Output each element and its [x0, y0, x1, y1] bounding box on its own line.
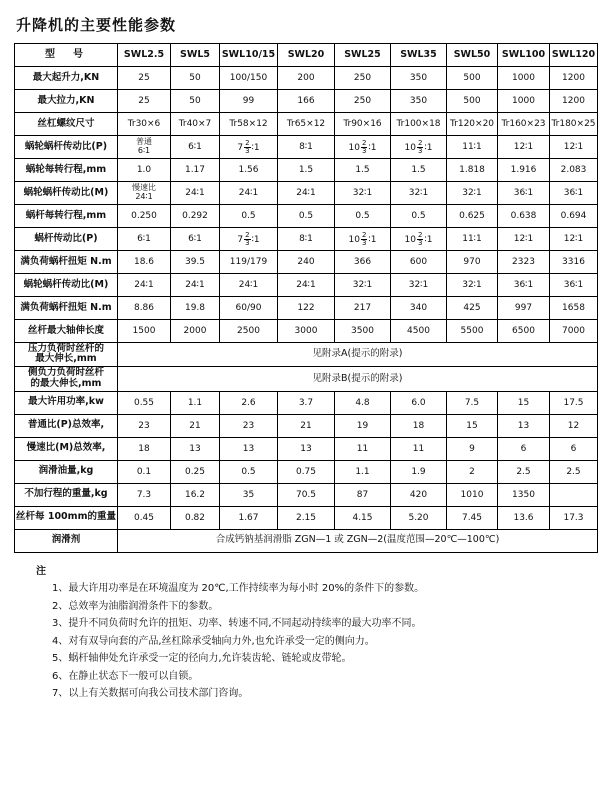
row-label: 普通比(P)总效率,: [15, 414, 118, 437]
table-cell: 1000: [498, 90, 550, 113]
table-cell: 24∶1: [171, 182, 220, 205]
table-cell: 17.3: [550, 506, 598, 529]
note-item: 3、提升不同负荷时允许的扭矩、功率、转速不同,不同起动持续率的最大功率不同。: [52, 618, 422, 630]
table-cell: 7.3: [118, 483, 171, 506]
table-cell: 0.55: [118, 391, 171, 414]
table-cell: 13: [220, 437, 278, 460]
column-header: SWL5: [171, 44, 220, 67]
table-cell: 1200: [550, 67, 598, 90]
table-row: [15, 391, 598, 414]
note-item: 2、总效率为油脂润滑条件下的参数。: [52, 600, 219, 612]
table-cell: 340: [391, 297, 447, 320]
table-cell: 7 $\frac{2}{3}$ ∶1: [220, 136, 278, 159]
notes-label: 注: [36, 565, 46, 577]
appendix-a-note: 见附录A(提示的附录): [118, 343, 598, 367]
table-cell: 970: [447, 251, 498, 274]
table-row: [15, 159, 598, 182]
table-cell: 24∶1: [220, 274, 278, 297]
page-title: 升降机的主要性能参数: [16, 16, 177, 34]
table-body: [15, 44, 598, 553]
row-label: 丝杆每 100mm的重量: [15, 506, 118, 529]
table-cell: 10 $\frac{2}{3}$ ∶1: [391, 136, 447, 159]
table-cell: 12: [550, 414, 598, 437]
table-row: [15, 251, 598, 274]
table-cell: 200: [278, 67, 335, 90]
table-cell: 6: [550, 437, 598, 460]
column-header: SWL50: [447, 44, 498, 67]
table-row: [15, 483, 598, 506]
row-label: 慢速比(M)总效率,: [15, 437, 118, 460]
table-row: [15, 343, 598, 367]
note-item: 4、对有双导向套的产品,丝杠除承受轴向力外,也允许承受一定的侧向力。: [52, 635, 375, 647]
table-cell: Tr100×18: [391, 113, 447, 136]
table-cell: 420: [391, 483, 447, 506]
table-cell: 7.5: [447, 391, 498, 414]
table-cell: 18.6: [118, 251, 171, 274]
table-cell: 6.0: [391, 391, 447, 414]
table-cell: 2500: [220, 320, 278, 343]
table-row: [15, 297, 598, 320]
table-row: [15, 506, 598, 529]
table-row: [15, 228, 598, 251]
table-cell: 2.083: [550, 159, 598, 182]
table-cell: 60/90: [220, 297, 278, 320]
table-cell: 1350: [498, 483, 550, 506]
table-cell: 10 $\frac{2}{3}$ ∶1: [391, 228, 447, 251]
table-cell: 12∶1: [550, 228, 598, 251]
table-cell: 24∶1: [171, 274, 220, 297]
table-cell: Tr180×25: [550, 113, 598, 136]
table-row: [15, 67, 598, 90]
table-cell: 5.20: [391, 506, 447, 529]
table-cell: 17.5: [550, 391, 598, 414]
table-cell: 0.292: [171, 205, 220, 228]
table-cell: 50: [171, 67, 220, 90]
table-cell: 8.86: [118, 297, 171, 320]
table-row: [15, 367, 598, 391]
table-cell: 3500: [335, 320, 391, 343]
table-cell: 13: [278, 437, 335, 460]
table-row: [15, 414, 598, 437]
table-cell: 6∶1: [171, 228, 220, 251]
table-cell: Tr58×12: [220, 113, 278, 136]
table-cell: 24∶1: [278, 274, 335, 297]
table-cell: 1658: [550, 297, 598, 320]
table-cell: 0.5: [335, 205, 391, 228]
specification-table: [14, 43, 598, 553]
table-cell: 36∶1: [498, 182, 550, 205]
table-cell: 32∶1: [447, 182, 498, 205]
table-cell: 35: [220, 483, 278, 506]
table-cell: 18: [391, 414, 447, 437]
table-cell: 425: [447, 297, 498, 320]
table-cell: 0.25: [171, 460, 220, 483]
table-cell: 1000: [498, 67, 550, 90]
table-cell: Tr40×7: [171, 113, 220, 136]
table-cell: 普通 6∶1: [118, 136, 171, 159]
column-header: SWL25: [335, 44, 391, 67]
table-cell: 2.5: [498, 460, 550, 483]
table-cell: 997: [498, 297, 550, 320]
table-cell: 0.5: [220, 460, 278, 483]
table-cell: 1.1: [171, 391, 220, 414]
table-cell: 166: [278, 90, 335, 113]
table-cell: 2: [447, 460, 498, 483]
table-cell: 32∶1: [335, 182, 391, 205]
table-cell: 0.5: [278, 205, 335, 228]
table-cell: 2.15: [278, 506, 335, 529]
table-row: [15, 437, 598, 460]
row-label: 蜗轮每转行程,mm: [15, 159, 118, 182]
table-cell: 1.67: [220, 506, 278, 529]
table-cell: Tr160×23: [498, 113, 550, 136]
table-row: [15, 113, 598, 136]
table-cell: 1.17: [171, 159, 220, 182]
table-cell: 13: [498, 414, 550, 437]
table-cell: 4500: [391, 320, 447, 343]
table-cell: 1.56: [220, 159, 278, 182]
table-cell: 1.0: [118, 159, 171, 182]
table-cell: 240: [278, 251, 335, 274]
table-cell: 500: [447, 67, 498, 90]
table-cell: 0.638: [498, 205, 550, 228]
table-cell: 6∶1: [118, 228, 171, 251]
column-header: SWL35: [391, 44, 447, 67]
table-cell: 1200: [550, 90, 598, 113]
row-label: 蜗杆每转行程,mm: [15, 205, 118, 228]
table-cell: 13: [171, 437, 220, 460]
table-cell: 350: [391, 90, 447, 113]
column-header: SWL120: [550, 44, 598, 67]
table-cell: 12∶1: [550, 136, 598, 159]
table-cell: 2.6: [220, 391, 278, 414]
column-header: SWL10/15: [220, 44, 278, 67]
table-cell: 24∶1: [278, 182, 335, 205]
table-cell: 15: [498, 391, 550, 414]
table-cell: 6∶1: [171, 136, 220, 159]
table-row: [15, 205, 598, 228]
table-cell: 21: [278, 414, 335, 437]
table-cell: 100/150: [220, 67, 278, 90]
notes-list: [14, 580, 597, 703]
table-cell: 1.5: [335, 159, 391, 182]
table-cell: 87: [335, 483, 391, 506]
table-cell: 4.8: [335, 391, 391, 414]
table-cell: 8∶1: [278, 228, 335, 251]
table-cell: 0.694: [550, 205, 598, 228]
table-cell: 15: [447, 414, 498, 437]
row-label: 润滑剂: [15, 529, 118, 552]
table-cell: 0.82: [171, 506, 220, 529]
table-cell: 24∶1: [118, 274, 171, 297]
appendix-b-note: 见附录B(提示的附录): [118, 367, 598, 391]
table-cell: 1.5: [391, 159, 447, 182]
note-item: 5、蜗杆轴伸处允许承受一定的径向力,允许装齿轮、链轮或皮带轮。: [52, 653, 352, 665]
table-cell: 0.250: [118, 205, 171, 228]
table-cell: 122: [278, 297, 335, 320]
table-cell: 0.75: [278, 460, 335, 483]
table-cell: 217: [335, 297, 391, 320]
table-cell: 70.5: [278, 483, 335, 506]
table-cell: Tr30×6: [118, 113, 171, 136]
table-cell: 25: [118, 67, 171, 90]
note-item: 1、最大许用功率是在环境温度为 20℃,工作持续率为每小时 20%的条件下的参数。: [52, 583, 425, 595]
table-cell: 1010: [447, 483, 498, 506]
table-cell: [550, 483, 598, 506]
table-cell: 3000: [278, 320, 335, 343]
table-cell: 2323: [498, 251, 550, 274]
table-cell: 2000: [171, 320, 220, 343]
table-cell: 366: [335, 251, 391, 274]
table-row: [15, 274, 598, 297]
table-cell: 11: [391, 437, 447, 460]
table-cell: 4.15: [335, 506, 391, 529]
table-cell: 13.6: [498, 506, 550, 529]
table-cell: 5500: [447, 320, 498, 343]
table-row: [15, 182, 598, 205]
table-cell: 0.5: [391, 205, 447, 228]
notes-section: [14, 563, 597, 703]
table-cell: 7000: [550, 320, 598, 343]
column-header: SWL2.5: [118, 44, 171, 67]
table-cell: 16.2: [171, 483, 220, 506]
table-cell: 119/179: [220, 251, 278, 274]
table-cell: 9: [447, 437, 498, 460]
table-row: [15, 136, 598, 159]
row-label: 丝杠螺纹尺寸: [15, 113, 118, 136]
table-cell: 36∶1: [498, 274, 550, 297]
row-label: 不加行程的重量,kg: [15, 483, 118, 506]
row-label: 满负荷蜗杆扭矩 N.m: [15, 251, 118, 274]
table-cell: 1.9: [391, 460, 447, 483]
table-cell: 250: [335, 90, 391, 113]
table-cell: 39.5: [171, 251, 220, 274]
row-label: 最大拉力,KN: [15, 90, 118, 113]
row-label: 润滑油量,kg: [15, 460, 118, 483]
lubricant-value: 合成钙钠基润滑脂 ZGN—1 或 ZGN—2(温度范围—20℃—100℃): [118, 529, 598, 552]
table-cell: 19: [335, 414, 391, 437]
row-label: 压力负荷时丝杆的 最大伸长,mm: [15, 343, 118, 367]
table-cell: 18: [118, 437, 171, 460]
table-row: [15, 320, 598, 343]
table-cell: 7 $\frac{2}{3}$ ∶1: [220, 228, 278, 251]
table-cell: 10 $\frac{2}{3}$ ∶1: [335, 228, 391, 251]
table-cell: 24∶1: [220, 182, 278, 205]
row-label: 蜗轮蜗杆传动比(M): [15, 182, 118, 205]
table-cell: 2.5: [550, 460, 598, 483]
table-cell: 3316: [550, 251, 598, 274]
table-cell: 10 $\frac{2}{3}$ ∶1: [335, 136, 391, 159]
table-row: [15, 90, 598, 113]
table-header-row: [15, 44, 598, 67]
column-header: SWL20: [278, 44, 335, 67]
table-cell: 12∶1: [498, 228, 550, 251]
table-cell: 12∶1: [498, 136, 550, 159]
table-cell: 250: [335, 67, 391, 90]
table-cell: 慢速比 24∶1: [118, 182, 171, 205]
table-cell: 19.8: [171, 297, 220, 320]
table-cell: Tr65×12: [278, 113, 335, 136]
table-cell: 32∶1: [335, 274, 391, 297]
table-cell: 36∶1: [550, 182, 598, 205]
table-cell: 0.1: [118, 460, 171, 483]
table-cell: 32∶1: [447, 274, 498, 297]
table-cell: 1500: [118, 320, 171, 343]
table-cell: 8∶1: [278, 136, 335, 159]
table-row: [15, 460, 598, 483]
row-label: 蜗杆传动比(P): [15, 228, 118, 251]
table-cell: 11∶1: [447, 228, 498, 251]
table-cell: Tr120×20: [447, 113, 498, 136]
row-label: 最大许用功率,kw: [15, 391, 118, 414]
table-cell: 11: [335, 437, 391, 460]
table-cell: 11∶1: [447, 136, 498, 159]
table-cell: 1.1: [335, 460, 391, 483]
table-cell: 7.45: [447, 506, 498, 529]
table-row: [15, 529, 598, 552]
table-cell: 0.5: [220, 205, 278, 228]
table-cell: 1.916: [498, 159, 550, 182]
table-cell: 23: [118, 414, 171, 437]
table-cell: 32∶1: [391, 274, 447, 297]
table-cell: 1.818: [447, 159, 498, 182]
row-label: 蜗轮蜗杆传动比(P): [15, 136, 118, 159]
row-label: 侧负力负荷时丝杆 的最大伸长,mm: [15, 367, 118, 391]
table-cell: 36∶1: [550, 274, 598, 297]
row-label: 满负荷蜗杆扭矩 N.m: [15, 297, 118, 320]
table-cell: 32∶1: [391, 182, 447, 205]
table-cell: 0.625: [447, 205, 498, 228]
table-cell: 99: [220, 90, 278, 113]
table-cell: 25: [118, 90, 171, 113]
table-cell: 6500: [498, 320, 550, 343]
table-cell: 21: [171, 414, 220, 437]
table-cell: 23: [220, 414, 278, 437]
table-cell: 50: [171, 90, 220, 113]
column-header: SWL100: [498, 44, 550, 67]
table-cell: 3.7: [278, 391, 335, 414]
row-label: 丝杆最大轴伸长度: [15, 320, 118, 343]
table-cell: 500: [447, 90, 498, 113]
note-item: 6、在静止状态下一般可以自锁。: [52, 670, 199, 682]
row-label: 蜗轮蜗杆传动比(M): [15, 274, 118, 297]
table-cell: Tr90×16: [335, 113, 391, 136]
table-cell: 1.5: [278, 159, 335, 182]
row-label: 最大起升力,KN: [15, 67, 118, 90]
table-cell: 350: [391, 67, 447, 90]
note-item: 7、以上有关数据可向我公司技术部门咨询。: [52, 688, 249, 700]
table-cell: 0.45: [118, 506, 171, 529]
model-header: 型 号: [15, 44, 118, 67]
table-cell: 600: [391, 251, 447, 274]
table-cell: 6: [498, 437, 550, 460]
